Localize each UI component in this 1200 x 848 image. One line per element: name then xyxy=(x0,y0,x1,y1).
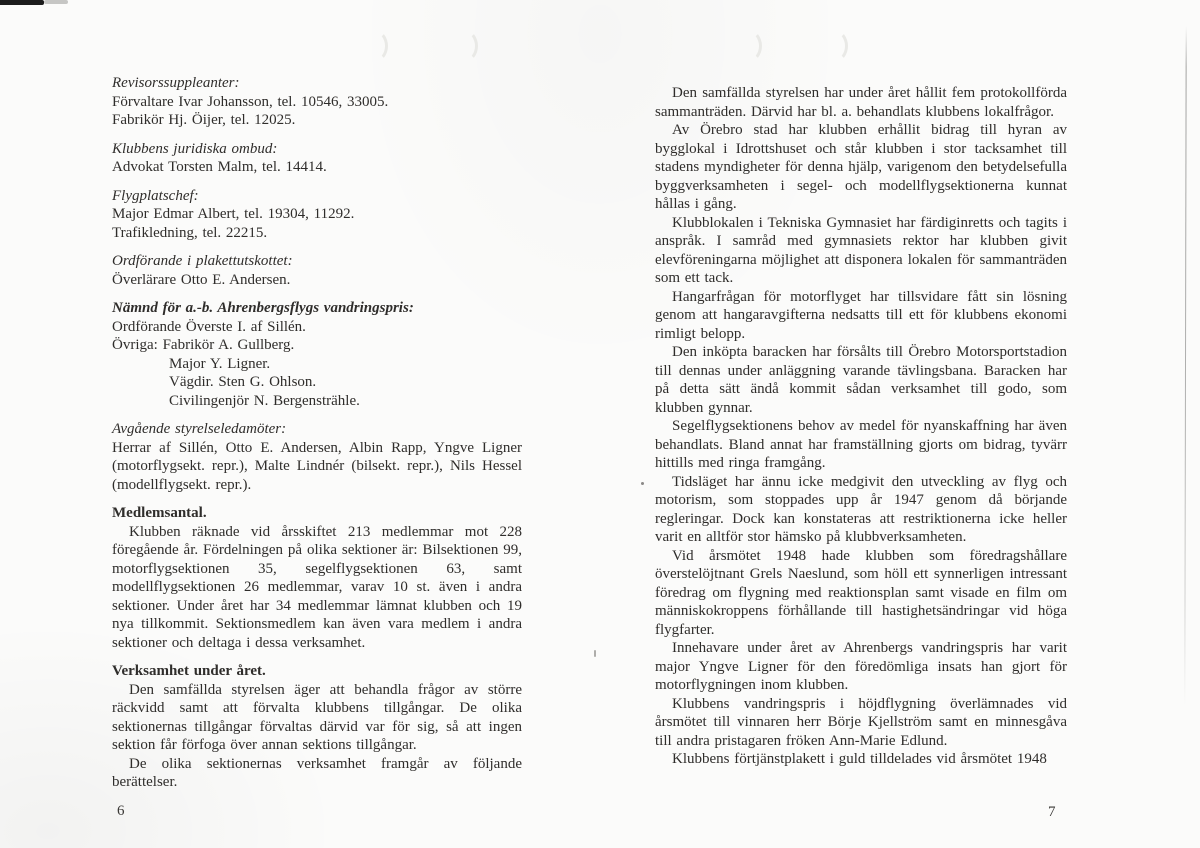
paragraph: Herrar af Sillén, Otto E. Andersen, Albin Rapp, Yngve Ligner (motorflygsekt. repr.), Malte Lindnér (bilsekt. repr.), Nils Hessel (modellflygsekt. repr.). xyxy=(112,439,522,493)
section-line: Ordförande Överste I. af Sillén. xyxy=(112,318,306,335)
paragraph: Klubblokalen i Tekniska Gymnasiet har färdiginretts och tagits i anspråk. I samråd med gymnasiets rektor har klubben givit elevföreningarna möjlighet att disponera lokalen för sammanträden som ett tack. xyxy=(655,214,1067,286)
section-line: Trafikledning, tel. 22215. xyxy=(112,224,268,241)
paragraph: Den samfällda styrelsen äger att behandla frågor av större räckvidd samt att förvalta klubbens tillgångar. De olika sektionernas tillgångar förvaltas därvid var för sig, så att ingen sektion får förfoga över annan sektions tillgångar. xyxy=(112,681,522,753)
section-line: Förvaltare Ivar Johansson, tel. 10546, 33005. xyxy=(112,93,389,110)
section-ahrenbergsflygs-namnd xyxy=(112,299,522,410)
paragraph: Av Örebro stad har klubben erhållit bidrag till hyran av bygglokal i Idrottshuset och står klubben i stor tacksamhet till stadens myndigheter för denna hjälp, varigenom den betydelsefulla byggverksamheten i segel- och modellflygsektionerna kunnat hållas i gång. xyxy=(655,122,1067,212)
paragraph: De olika sektionernas verksamhet framgår av följande berättelser. xyxy=(112,755,522,790)
section-heading: Verksamhet under året. xyxy=(112,663,266,679)
section-heading: Medlemsantal. xyxy=(112,505,207,521)
paragraph: Den inköpta baracken har försålts till Örebro Motorsportstadion till dennas under anläggning varande tävlingsbana. Baracken har på detta sätt ändå kommit sådan verksamhet till godo, som klubben gynnar. xyxy=(655,344,1067,416)
section-heading: Klubbens juridiska ombud: xyxy=(112,140,278,157)
page-number-right: 7 xyxy=(1048,804,1056,820)
section-flygplatschef xyxy=(112,187,522,243)
page-left-column xyxy=(112,74,522,792)
section-line: Major Edmar Albert, tel. 19304, 11292. xyxy=(112,206,355,222)
scan-artifact-top-left-smudge-tail xyxy=(44,0,68,4)
page-number-left: 6 xyxy=(117,803,125,819)
paragraph: Klubbens förtjänstplakett i guld tilldelades vid årsmötet 1948 xyxy=(672,751,1047,767)
section-heading: Flygplatschef: xyxy=(112,187,199,204)
section-avgaende-ledamoter xyxy=(112,420,522,494)
paragraph: Tidsläget har ännu icke medgivit den utveckling av flyg och motorism, som stoppades upp år 1947 genom då börjande regleringar. Dock kan konstateras att restriktionerna icke heller varit en alltför stor hämsko på klubbverksamheten. xyxy=(655,473,1067,545)
paragraph: Vid årsmötet 1948 hade klubben som föredragshållare överstelöjtnant Grels Naeslund, som höll ett synnerligen intressant föredrag om flygning med reaktionsplan samt visade en film om människokroppens förhållande till hastighetsändringar vid höga flygfarter. xyxy=(655,547,1067,638)
section-plakettutskottet xyxy=(112,252,522,289)
section-line: Fabrikör Hj. Öijer, tel. 12025. xyxy=(112,112,296,128)
scan-artifact-speck xyxy=(641,482,644,485)
section-line: Vägdir. Sten G. Ohlson. xyxy=(169,374,317,390)
page-right-column xyxy=(655,84,1067,769)
paragraph: Innehavare under året av Ahrenbergs vandringspris har varit major Yngve Ligner för den föredömliga insats han gjort för motorflygningen inom klubben. xyxy=(655,640,1067,693)
scan-artifact-page-curl-mark xyxy=(452,30,478,62)
paragraph: Den samfällda styrelsen har under året hållit fem protokollförda sammanträden. Därvid har bl. a. behandlats klubbens lokalfrågor. xyxy=(655,85,1067,120)
section-revisorssuppleanter xyxy=(112,74,522,130)
section-line: Major Y. Ligner. xyxy=(169,355,271,372)
scan-artifact-speck xyxy=(594,650,596,657)
scan-artifact-page-edge-line xyxy=(1184,26,1186,706)
section-juridiska-ombud xyxy=(112,140,522,177)
section-line: Överlärare Otto E. Andersen. xyxy=(112,271,291,288)
scan-artifact-page-curl-mark xyxy=(822,30,848,62)
paragraph: Hangarfrågan för motorflyget har tillsvidare fått sin lösning genom att hangaravgifterna nedsatts till ett för klubbens ekonomi rimligt belopp. xyxy=(655,288,1067,342)
section-heading: Avgående styrelseledamöter: xyxy=(112,421,287,437)
scan-artifact-top-left-smudge xyxy=(0,0,44,5)
section-verksamhet xyxy=(112,662,522,792)
scan-artifact-page-curl-mark xyxy=(362,30,388,62)
section-line: Civilingenjör N. Bergensträhle. xyxy=(169,392,360,409)
section-heading: Ordförande i plakettutskottet: xyxy=(112,253,293,269)
paragraph: Klubbens vandringspris i höjdflygning överlämnades vid årsmötet till vinnaren herr Börje Kjellström samt en minnesgåva till andra pristagaren fröken Ann-Marie Edlund. xyxy=(655,695,1067,749)
section-heading: Nämnd för a.-b. Ahrenbergsflygs vandringspris: xyxy=(112,300,414,316)
paragraph: Segelflygsektionens behov av medel för nyanskaffning har även behandlats. Bland annat har framställning gjorts om bidrag, tyvärr hittills med ringa framgång. xyxy=(655,418,1067,471)
section-line: Advokat Torsten Malm, tel. 14414. xyxy=(112,159,327,175)
section-heading: Revisorssuppleanter: xyxy=(112,75,240,91)
paragraph: Klubben räknade vid årsskiftet 213 medlemmar mot 228 föregående år. Fördelningen på olika sektioner är: Bilsektionen 99, motorflygsektionen 35, segelflygsektionen 63, samt modellflygsektionen 26 medlemmar, varav 10 st. även i andra sektioner. Under året har 34 medlemmar lämnat klubben och 19 nya tillkommit. Sektionsmedlem kan även vara medlem i andra sektioner och deltaga i dessa verksamhet. xyxy=(112,523,522,651)
section-line: Övriga: Fabrikör A. Gullberg. xyxy=(112,337,295,353)
scan-artifact-page-curl-mark xyxy=(736,30,762,62)
section-medlemsantal xyxy=(112,504,522,652)
